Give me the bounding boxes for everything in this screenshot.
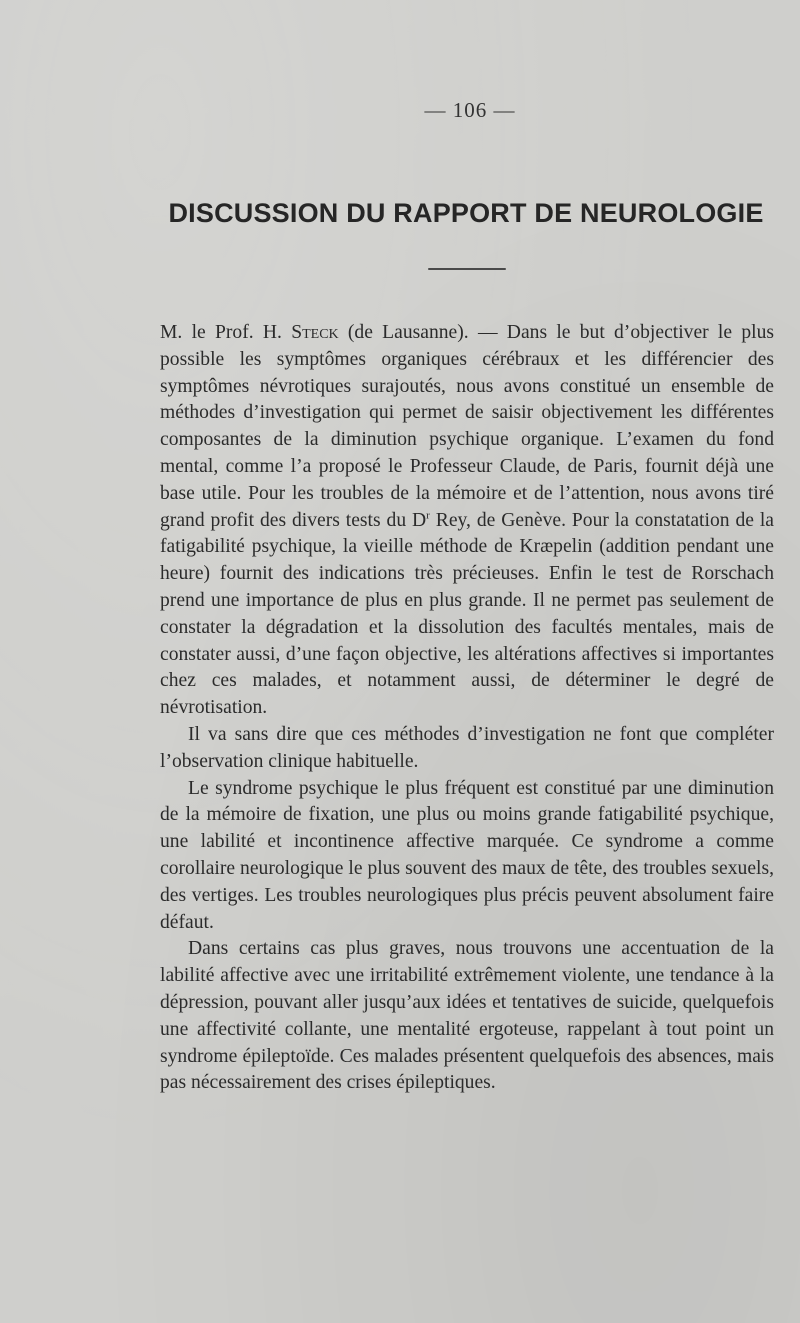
section-title: DISCUSSION DU RAPPORT DE NEUROLOGIE [168,198,764,228]
paragraph-intro [160,320,774,722]
speaker-prefix: M. le Prof. H. [160,322,282,343]
title-divider [428,268,506,270]
intro-text-part-2: Rey, de Genève. Pour la constatation de la fatigabilité psychique, la vieille méthode de Kræpelin (addition pendant une heure) fournit des indications très précieuses. Enfin le test de Rorschach prend une importance de plus en plus grande. Il ne permet pas seulement de constater la dégradation et la dissolution des facultés mentales, mais de constater aussi, d’une façon objective, les altérations affectives si importantes chez ces malades, et notamment aussi, de déterminer le degré de névrotisation. [160,509,774,719]
paragraph-4: Dans certains cas plus graves, nous trouvons une accentuation de la labilité affective avec une irritabilité extrêmement violente, une tendance à la dépression, pouvant aller jusqu’aux idées et tentatives de suicide, quelquefois une affectivité collante, une mentalité ergoteuse, rappelant à tout point un syndrome épileptoïde. Ces malades présentent quelquefois des absences, mais pas nécessairement des crises épileptiques. [160,938,774,1094]
speaker-place: (de Lausanne). [347,322,469,343]
paragraph-3: Le syndrome psychique le plus fréquent est constitué par une diminution de la mémoire de fixation, une plus ou moins grande fatigabilité psychique, une labilité et incontinence affective marquée. Ce syndrome a comme corollaire neurologique le plus souvent des maux de tête, des troubles sexuels, des vertiges. Les troubles neurologiques plus précis peuvent absolument faire défaut. [160,777,774,933]
intro-text-part-1: — Dans le but d’objectiver le plus possible les symptômes organiques cérébraux et les différencier des symptômes névrotiques surajoutés, nous avons constitué un ensemble de méthodes d’investigation qui permet de saisir objectivement les différentes composantes de la diminution psychique organique. L’examen du fond mental, comme l’a proposé le Professeur Claude, de Paris, fournit déjà une base utile. Pour les troubles de la mémoire et de l’attention, nous avons tiré grand profit des divers tests du D [160,322,774,531]
doctor-superscript: r [426,509,430,522]
speaker-name: Steck [291,322,339,343]
body-text [160,320,774,1097]
paragraph-2: Il va sans dire que ces méthodes d’investigation ne font que compléter l’observation clinique habituelle. [160,723,774,772]
page-number: — 106 — [424,98,516,122]
